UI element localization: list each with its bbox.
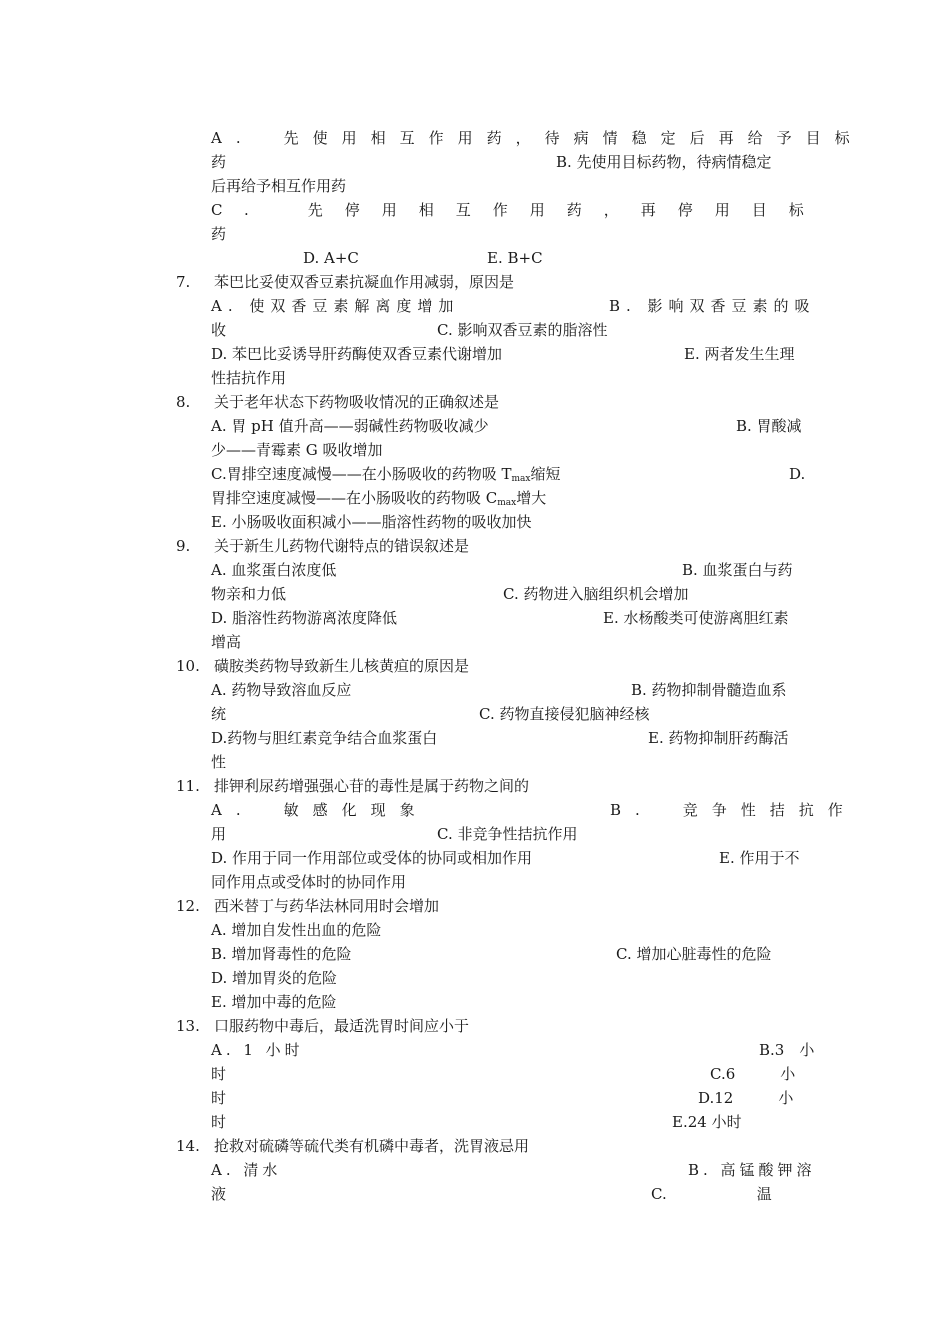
q14-number: 14. — [176, 1137, 200, 1155]
q11-option-b-line2: 用 — [211, 825, 227, 843]
q13-option-b: B.3 小 — [759, 1041, 815, 1059]
q13-stem: 口服药物中毒后，最适洗胃时间应小于 — [214, 1017, 470, 1035]
q7-option-d: D. 苯巴比妥诱导肝药酶使双香豆素代谢增加 — [211, 345, 503, 363]
q8-option-c — [211, 463, 561, 490]
q7-option-a: A. 使双香豆素解离度增加 — [211, 297, 460, 315]
q8-option-b-line2: 少——青霉素 G 吸收增加 — [211, 441, 383, 459]
q12-option-b: B. 增加肾毒性的危险 — [211, 945, 352, 963]
q11-option-e-line1: E. 作用于不 — [719, 849, 800, 867]
q13-option-e: E.24 小时 — [672, 1113, 742, 1131]
q10-option-b-line1: B. 药物抑制骨髓造血系 — [631, 681, 787, 699]
q8-option-a: A. 胃 pH 值升高——弱碱性药物吸收减少 — [211, 417, 489, 435]
q7-stem: 苯巴比妥使双香豆素抗凝血作用减弱，原因是 — [214, 273, 515, 291]
q11-number: 11. — [176, 777, 200, 795]
q6-option-c-line1: C. 先停用相互作用药，再停用目标 — [211, 201, 826, 219]
q6-option-e: E. B+C — [487, 249, 543, 267]
q6-option-b-line1: B. 先使用目标药物，待病情稳定 — [556, 153, 772, 171]
q10-option-b-line2: 统 — [211, 705, 227, 723]
q8-option-d-label: D. — [789, 465, 806, 483]
q9-option-c: C. 药物进入脑组织机会增加 — [503, 585, 689, 603]
q13-option-d-unit: 时 — [211, 1113, 227, 1131]
q11-option-d: D. 作用于同一作用部位或受体的协同或相加作用 — [211, 849, 533, 867]
q9-option-d: D. 脂溶性药物游离浓度降低 — [211, 609, 398, 627]
q8-number: 8. — [176, 393, 191, 411]
q8-option-d — [211, 487, 546, 514]
q11-option-c: C. 非竞争性拮抗作用 — [437, 825, 578, 843]
q7-option-b-line2: 收 — [211, 321, 227, 339]
q8-option-d-subscript: max — [497, 498, 517, 508]
q9-option-e-line2: 增高 — [211, 633, 242, 651]
q13-option-c: C.6 小 — [710, 1065, 796, 1083]
q14-option-a: A. 清水 — [211, 1161, 282, 1179]
q8-option-d-tail: 增大 — [516, 489, 547, 507]
q8-option-d-text: 胃排空速度减慢——在小肠吸收的药物吸 C — [211, 489, 498, 507]
q10-number: 10. — [176, 657, 200, 675]
q9-option-b-line2: 物亲和力低 — [211, 585, 287, 603]
q6-option-a-line2: 药 — [211, 153, 227, 171]
q7-option-c: C. 影响双香豆素的脂溶性 — [437, 321, 608, 339]
q10-option-e-line2: 性 — [211, 753, 227, 771]
q8-option-b-line1: B. 胃酸减 — [736, 417, 802, 435]
q11-stem: 排钾利尿药增强强心苷的毒性是属于药物之间的 — [214, 777, 530, 795]
q12-option-c: C. 增加心脏毒性的危险 — [616, 945, 772, 963]
q8-option-c-subscript: max — [511, 474, 531, 484]
q8-option-c-text: C.胃排空速度减慢——在小肠吸收的药物吸 T — [211, 465, 512, 483]
q12-option-d: D. 增加胃炎的危险 — [211, 969, 338, 987]
q7-option-e-line2: 性拮抗作用 — [211, 369, 287, 387]
q6-option-c-line2: 药 — [211, 225, 227, 243]
q10-option-c: C. 药物直接侵犯脑神经核 — [479, 705, 650, 723]
q6-option-a-line1: A. 先使用相互作用药，待病情稳定后再给予目标 — [211, 129, 864, 147]
q6-option-d: D. A+C — [303, 249, 359, 267]
q8-option-e: E. 小肠吸收面积减小——脂溶性药物的吸收加快 — [211, 513, 532, 531]
q7-number: 7. — [176, 273, 191, 291]
q13-option-a: A. 1 小时 — [211, 1041, 304, 1059]
q12-option-a: A. 增加自发性出血的危险 — [211, 921, 382, 939]
q12-option-e: E. 增加中毒的危险 — [211, 993, 337, 1011]
q13-option-d: D.12 小 — [698, 1089, 794, 1107]
q12-stem: 西米替丁与药华法林同用时会增加 — [214, 897, 440, 915]
q9-option-a: A. 血浆蛋白浓度低 — [211, 561, 337, 579]
q7-option-e-line1: E. 两者发生生理 — [684, 345, 795, 363]
q12-number: 12. — [176, 897, 200, 915]
q13-option-c-unit: 时 — [211, 1089, 227, 1107]
q10-option-d: D.药物与胆红素竞争结合血浆蛋白 — [211, 729, 438, 747]
q11-option-b-line1: B. 竞争性拮抗作 — [610, 801, 857, 819]
q6-option-b-line2: 后再给予相互作用药 — [211, 177, 347, 195]
q7-option-b-line1: B. 影响双香豆素的吸 — [609, 297, 816, 315]
q13-number: 13. — [176, 1017, 200, 1035]
q8-stem: 关于老年状态下药物吸收情况的正确叙述是 — [214, 393, 500, 411]
q10-stem: 磺胺类药物导致新生儿核黄疸的原因是 — [214, 657, 470, 675]
q10-option-e-line1: E. 药物抑制肝药酶活 — [648, 729, 789, 747]
q9-number: 9. — [176, 537, 191, 555]
q14-option-b: B. 高锰酸钾溶 — [688, 1161, 816, 1179]
q9-option-e-line1: E. 水杨酸类可使游离胆红素 — [603, 609, 789, 627]
q14-option-b-line2: 液 — [211, 1185, 227, 1203]
q8-option-c-tail: 缩短 — [530, 465, 561, 483]
q9-stem: 关于新生儿药物代谢特点的错误叙述是 — [214, 537, 470, 555]
q14-option-c: C. 温 — [651, 1185, 772, 1203]
q9-option-b-line1: B. 血浆蛋白与药 — [682, 561, 793, 579]
q13-option-b-unit: 时 — [211, 1065, 227, 1083]
q11-option-a: A. 敏感化现象 — [211, 801, 429, 819]
q14-stem: 抢救对硫磷等硫代类有机磷中毒者，洗胃液忌用 — [214, 1137, 530, 1155]
q11-option-e-line2: 同作用点或受体时的协同作用 — [211, 873, 407, 891]
q10-option-a: A. 药物导致溶血反应 — [211, 681, 352, 699]
